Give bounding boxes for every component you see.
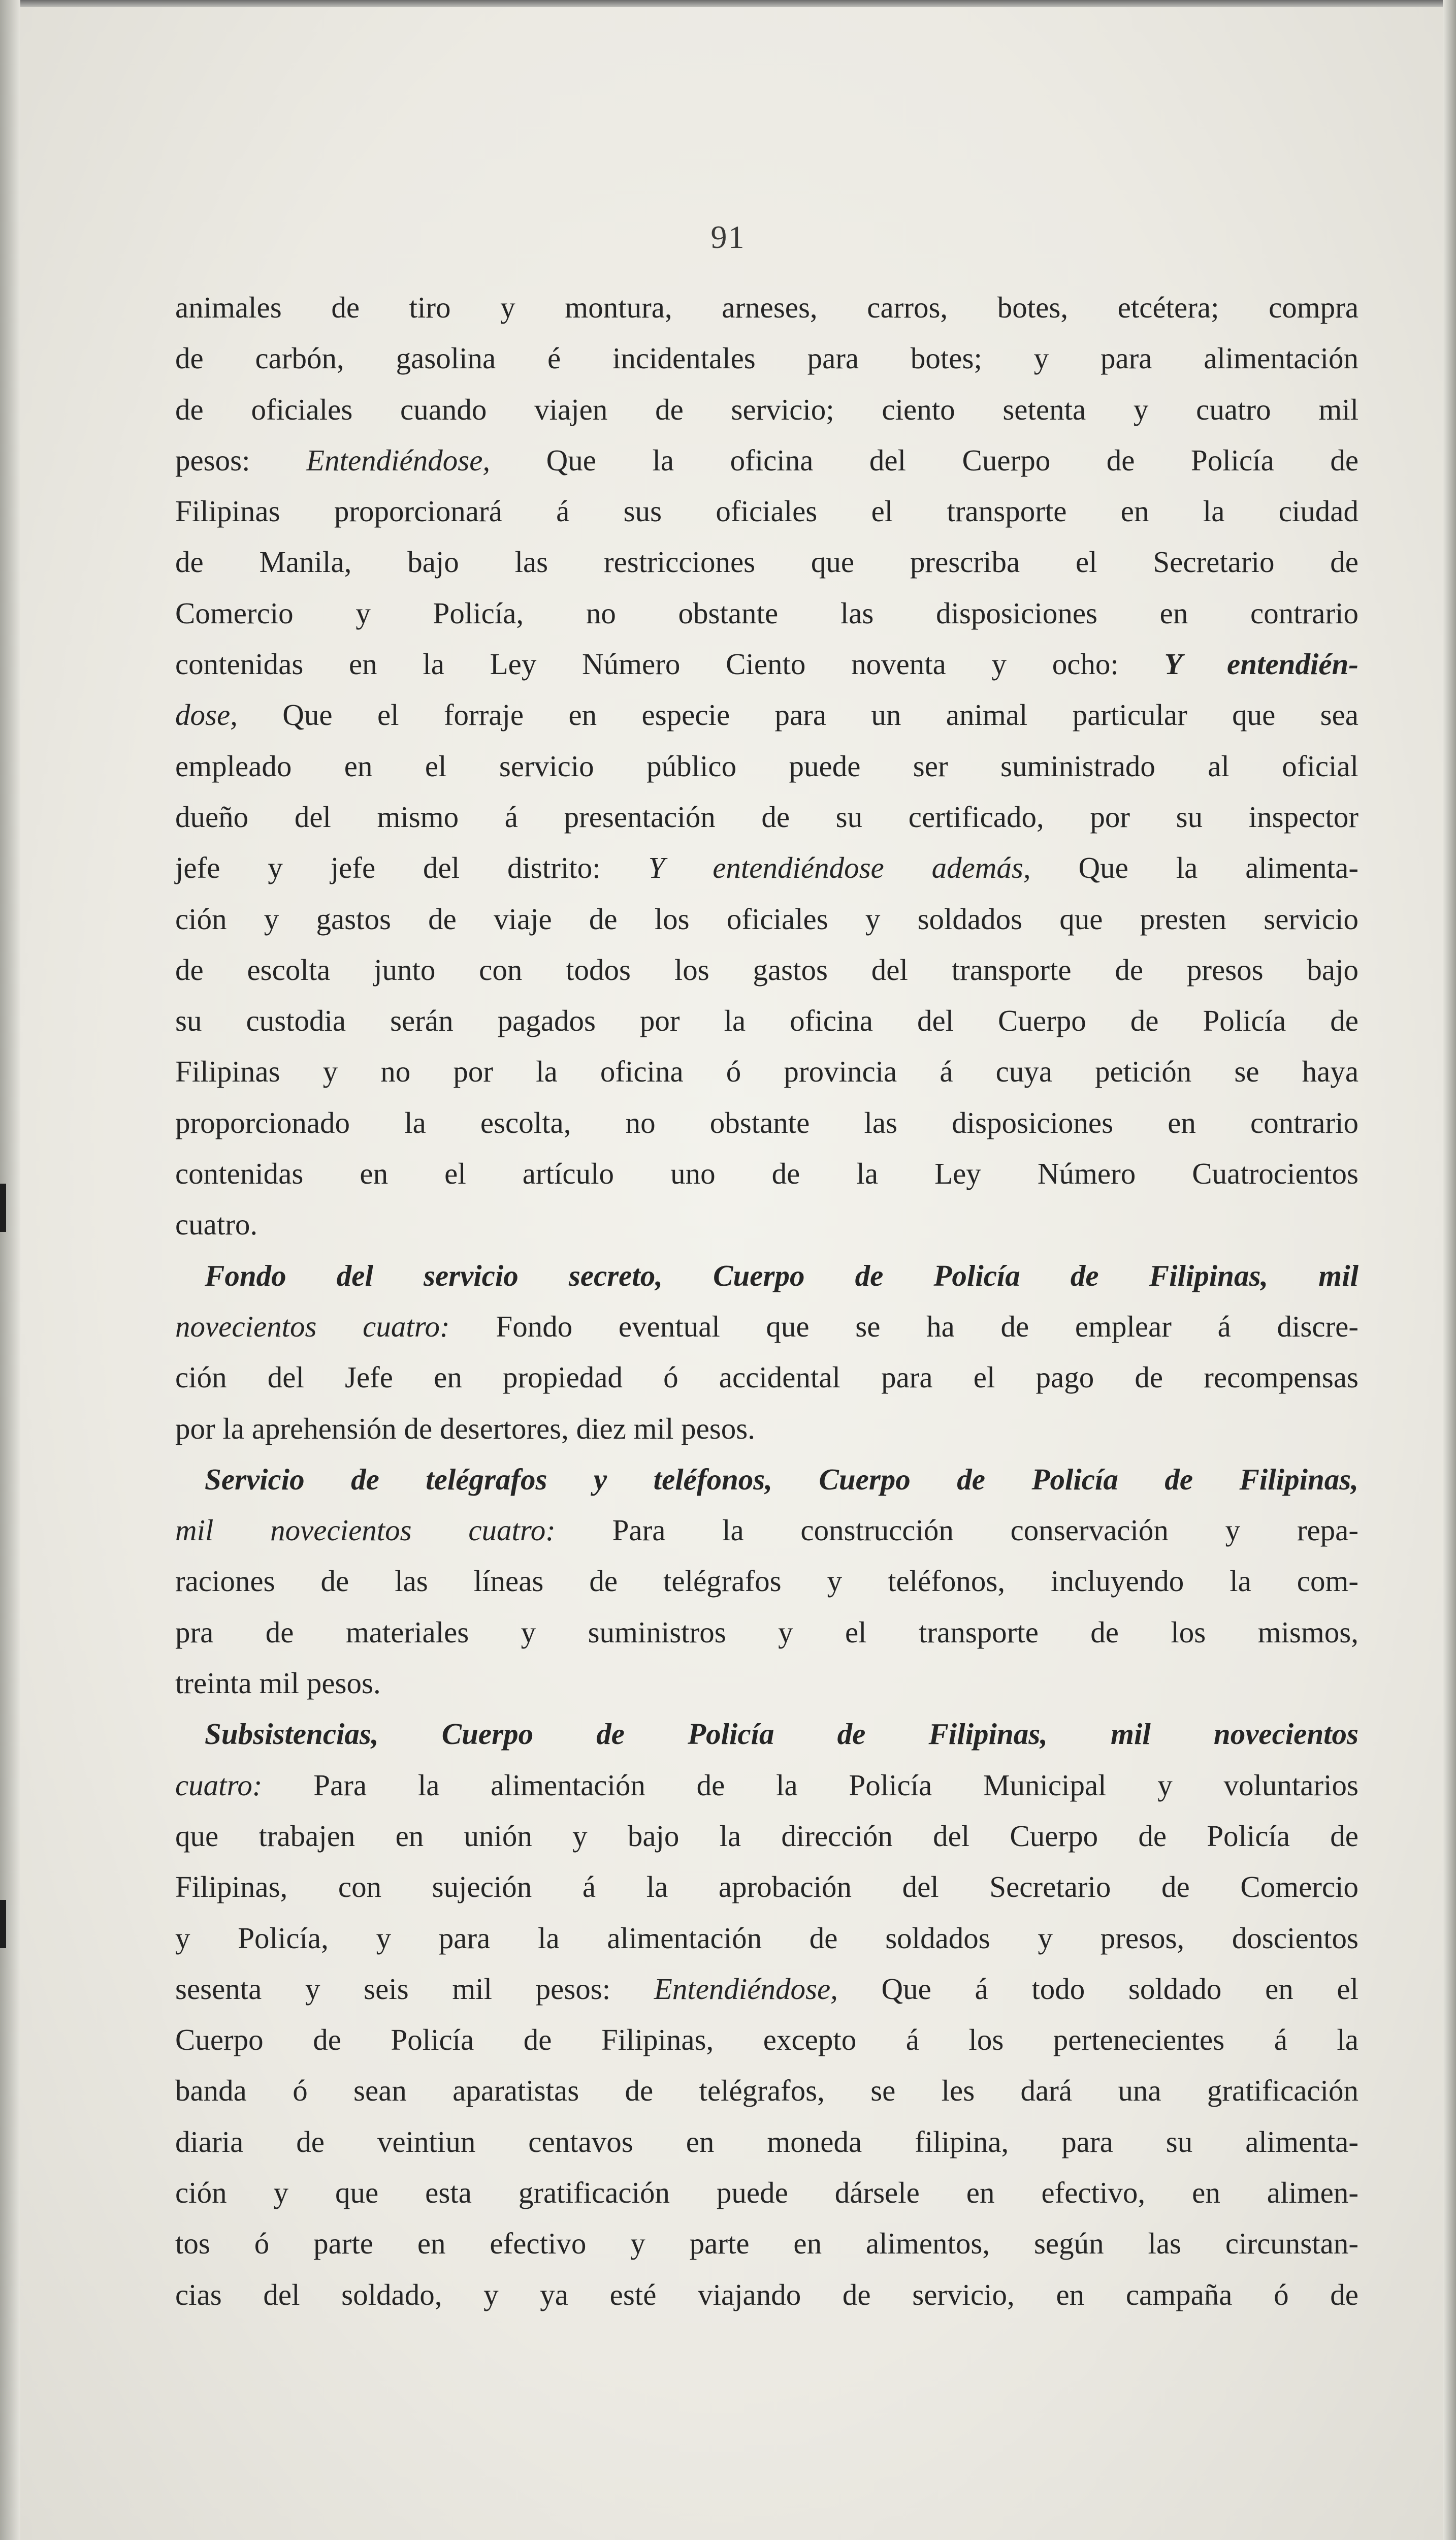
page-number: 91 — [710, 219, 746, 255]
text-line: Filipinas, con sujeción á la aprobación del Secretario de Comercio — [175, 1870, 1358, 1904]
section-heading: Fondo del servicio secreto, Cuerpo de Policía de Filipinas, mil — [205, 1258, 1358, 1292]
text-line: y Policía, y para la alimentación de soldados y presos, doscientos — [175, 1921, 1358, 1955]
section-heading: cuatro: — [175, 1768, 263, 1802]
binding-mark — [0, 1900, 6, 1948]
text-line: que trabajen en unión y bajo la dirección del Cuerpo de Policía de — [175, 1819, 1358, 1853]
text-line: cuatro: Para la alimentación de la Policía Municipal y voluntarios — [175, 1768, 1358, 1802]
proviso-italic: dose, — [175, 698, 238, 732]
proviso-italic: Entendiéndose, — [306, 443, 491, 477]
scan-edge-right — [1443, 0, 1456, 2540]
text-line: ción y que esta gratificación puede dársele en efectivo, en alimen- — [175, 2175, 1358, 2209]
text-line: de escolta junto con todos los gastos del transporte de presos bajo — [175, 952, 1358, 987]
scan-edge-top — [0, 0, 1456, 7]
text-line: ción del Jefe en propiedad ó accidental para el pago de recompensas — [175, 1360, 1358, 1394]
text-line: por la aprehensión de desertores, diez mil pesos. — [175, 1411, 755, 1445]
scan-edge-left — [0, 0, 20, 2540]
proviso-italic: Y entendiéndose además, — [648, 851, 1031, 885]
binding-mark — [0, 1184, 6, 1232]
text-line: contenidas en la Ley Número Ciento noventa y ocho: Y entendién- — [175, 647, 1358, 681]
text-line: pra de materiales y suministros y el transporte de los mismos, — [175, 1615, 1358, 1649]
text-line: tos ó parte en efectivo y parte en alimentos, según las circunstan- — [175, 2227, 1358, 2261]
text-line: Filipinas proporcionará á sus oficiales el transporte en la ciudad — [175, 494, 1358, 528]
proviso-italic: Entendiéndose, — [654, 1972, 838, 2006]
section-heading: novecientos cuatro: — [175, 1309, 450, 1343]
text-line: cuatro. — [175, 1208, 258, 1242]
text-line: su custodia serán pagados por la oficina del Cuerpo de Policía de — [175, 1004, 1358, 1038]
proviso-italic: Y entendién- — [1164, 647, 1358, 681]
text-line: sesenta y seis mil pesos: Entendiéndose, Que á todo soldado en el — [175, 1972, 1358, 2006]
text-line: cias del soldado, y ya esté viajando de servicio, en campaña ó de — [175, 2277, 1358, 2311]
text-line: de oficiales cuando viajen de servicio; ciento setenta y cuatro mil — [175, 392, 1358, 426]
text-line: treinta mil pesos. — [175, 1666, 381, 1700]
text-line: empleado en el servicio público puede ser suministrado al oficial — [175, 749, 1358, 783]
section-heading: Subsistencias, Cuerpo de Policía de Filipinas, mil novecientos — [205, 1717, 1358, 1751]
text-line: pesos: Entendiéndose, Que la oficina del Cuerpo de Policía de — [175, 443, 1359, 477]
text-line: Comercio y Policía, no obstante las disposiciones en contrario — [175, 596, 1358, 630]
text-line: dose, Que el forraje en especie para un animal particular que sea — [175, 698, 1358, 732]
text-line: Cuerpo de Policía de Filipinas, excepto á los pertenecientes á la — [175, 2023, 1358, 2057]
text-line: animales de tiro y montura, arneses, carros, botes, etcétera; compra — [175, 291, 1358, 324]
section-heading: mil novecientos cuatro: — [175, 1513, 556, 1547]
text-line: contenidas en el artículo uno de la Ley Número Cuatrocientos — [175, 1157, 1358, 1191]
text-line: Filipinas y no por la oficina ó provincia á cuya petición se haya — [175, 1055, 1358, 1089]
text-line: de Manila, bajo las restricciones que prescriba el Secretario de — [175, 545, 1358, 579]
body-text — [175, 282, 1358, 2320]
text-line: de carbón, gasolina é incidentales para botes; y para alimentación — [175, 341, 1358, 375]
section-heading: Servicio de telégrafos y teléfonos, Cuerpo de Policía de Filipinas, — [205, 1462, 1358, 1496]
text-line: ción y gastos de viaje de los oficiales y soldados que presten servicio — [175, 902, 1358, 936]
text-line: dueño del mismo á presentación de su certificado, por su inspector — [175, 800, 1358, 834]
text-line: novecientos cuatro: Fondo eventual que se ha de emplear á discre- — [175, 1309, 1358, 1343]
text-line: diaria de veintiun centavos en moneda filipina, para su alimenta- — [175, 2124, 1358, 2158]
text-line: mil novecientos cuatro: Para la construcción conservación y repa- — [175, 1513, 1358, 1547]
text-line: proporcionado la escolta, no obstante las disposiciones en contrario — [175, 1105, 1358, 1139]
text-line: banda ó sean aparatistas de telégrafos, se les dará una gratificación — [175, 2074, 1358, 2108]
text-line: raciones de las líneas de telégrafos y teléfonos, incluyendo la com- — [175, 1564, 1358, 1598]
text-line: jefe y jefe del distrito: Y entendiéndose además, Que la alimenta- — [175, 851, 1358, 885]
